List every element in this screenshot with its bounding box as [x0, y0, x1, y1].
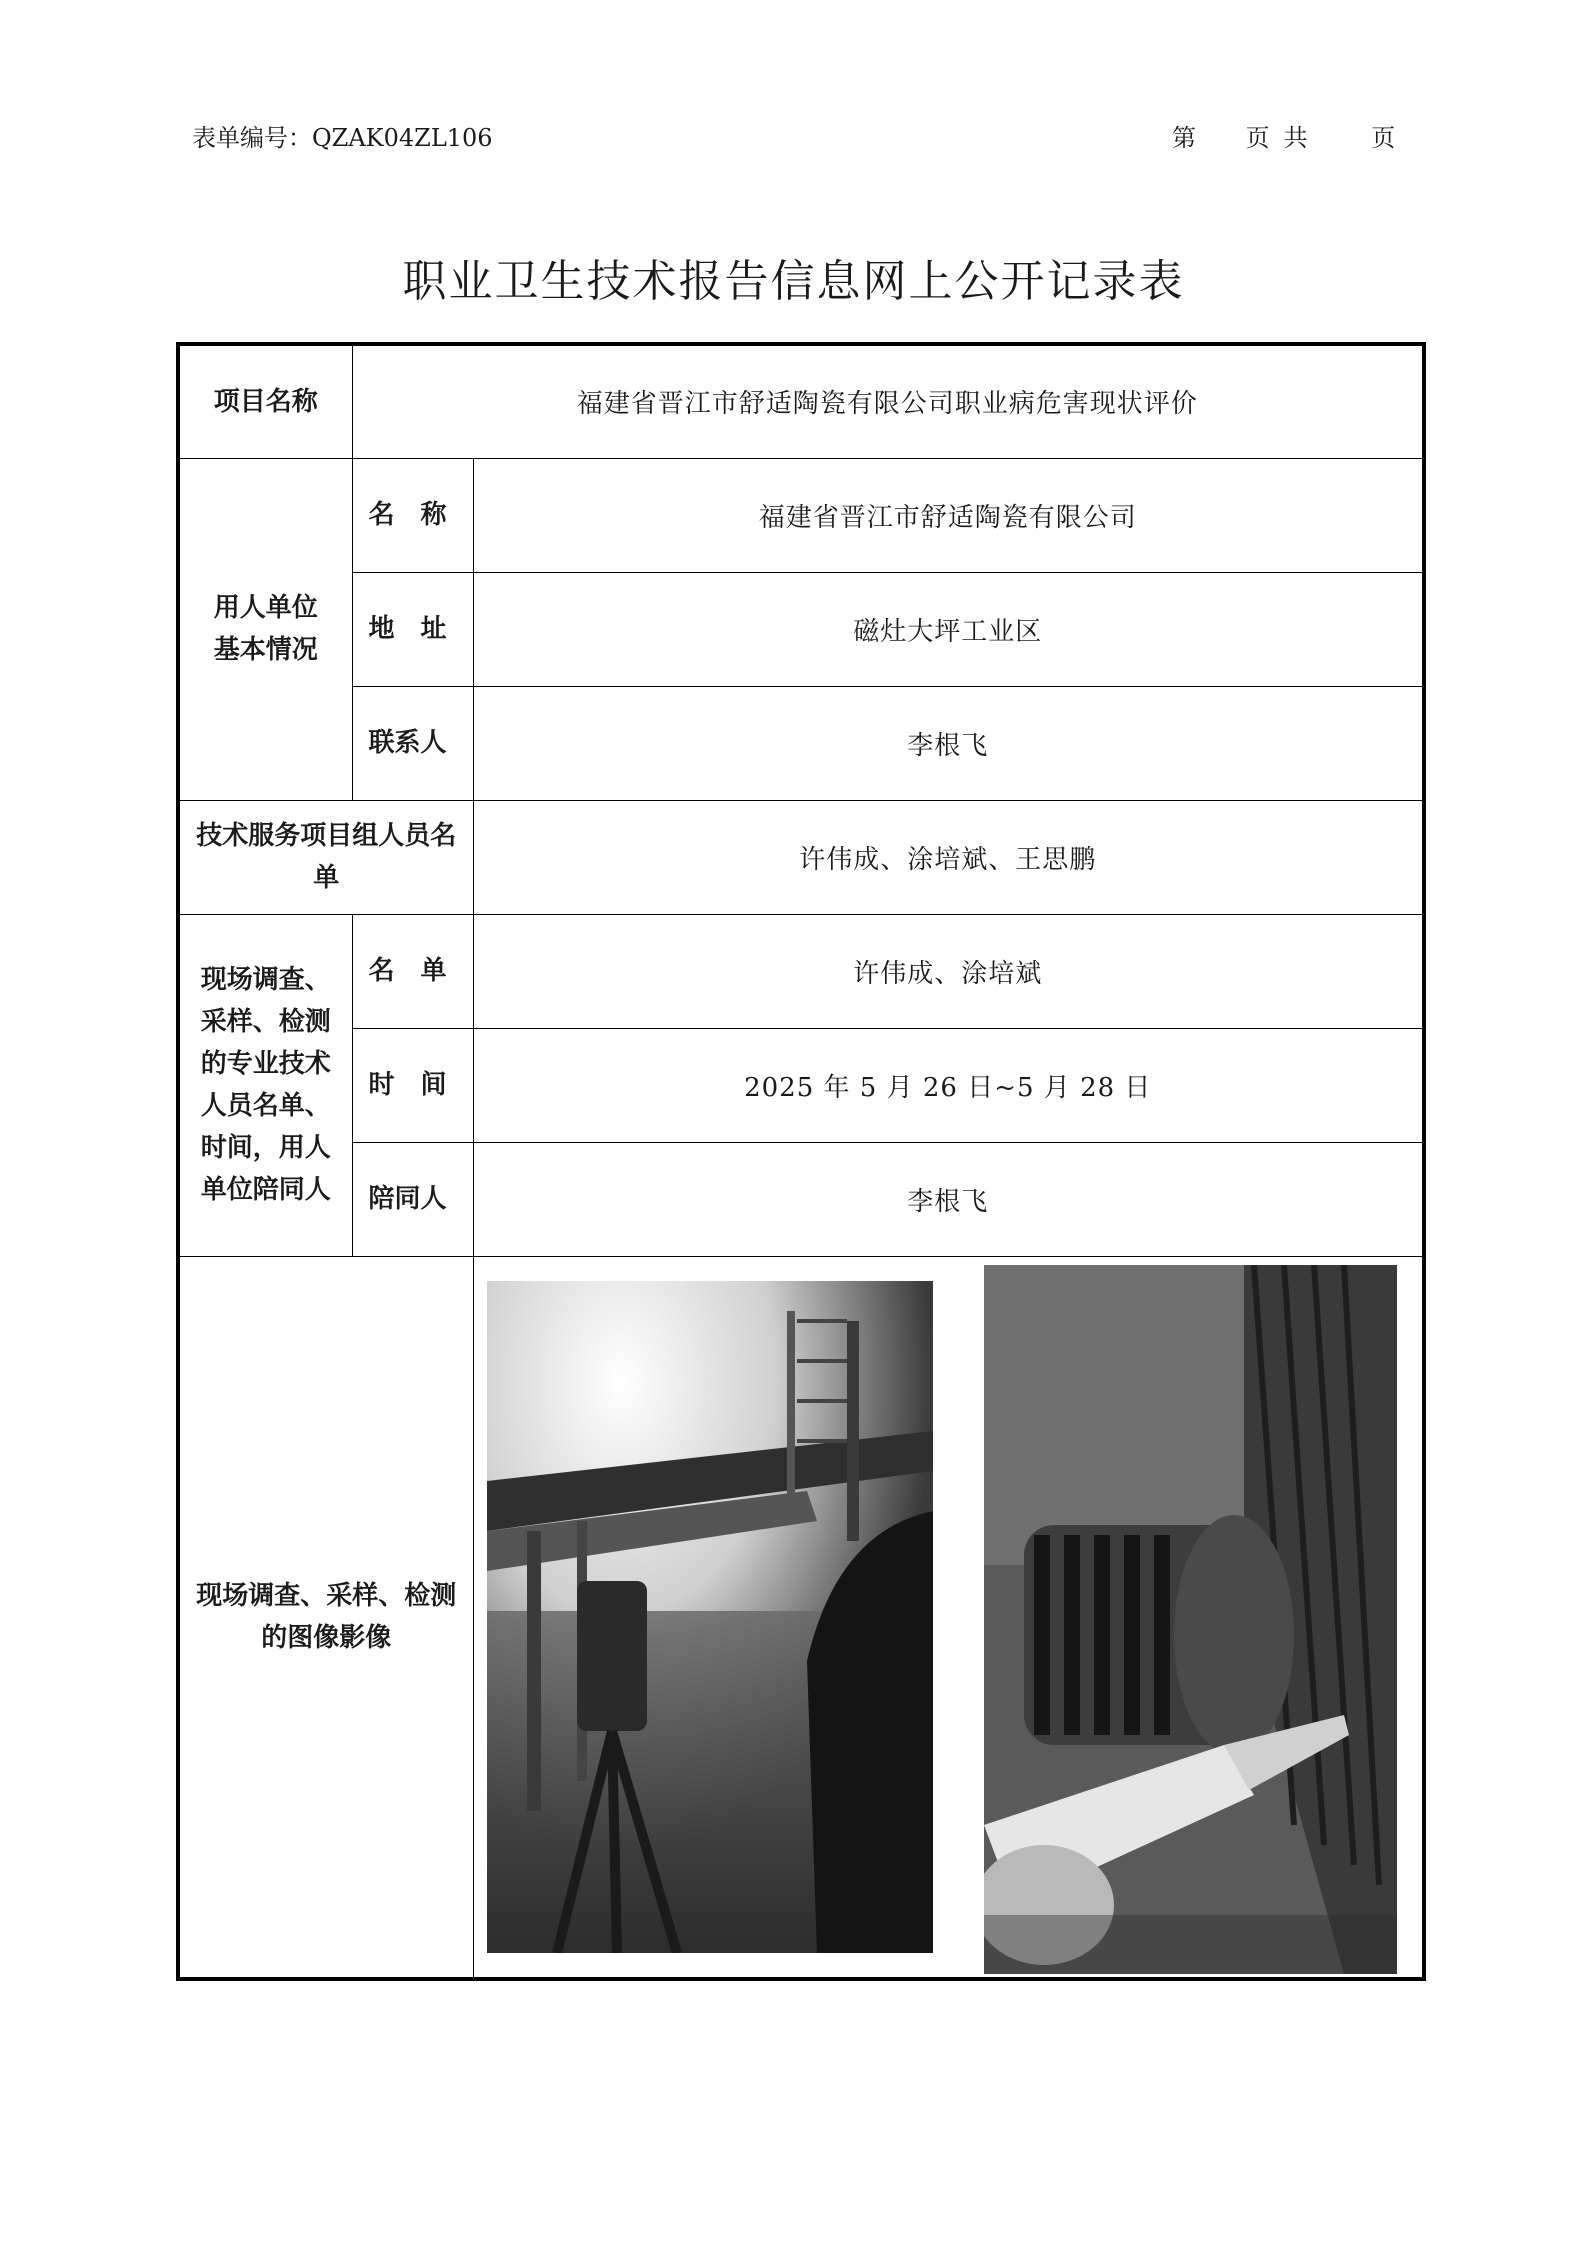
page-info-ye: 页 [1371, 124, 1396, 152]
row-survey-companion [178, 1142, 1424, 1256]
row-images [178, 1256, 1424, 1979]
row-team [178, 800, 1424, 914]
site-photo-right [984, 1265, 1397, 1974]
employer-name-value: 福建省晋江市舒适陶瓷有限公司 [473, 458, 1424, 572]
survey-label [178, 914, 352, 1256]
survey-names-label: 名 单 [352, 914, 473, 1028]
row-project-name [178, 344, 1424, 458]
images-label-text: 现场调查、采样、检测的图像影像 [196, 1580, 457, 1653]
project-name-value: 福建省晋江市舒适陶瓷有限公司职业病危害现状评价 [352, 344, 1424, 458]
survey-time-label: 时 间 [352, 1028, 473, 1142]
page-info [1172, 118, 1395, 153]
row-employer-contact [178, 686, 1424, 800]
form-number: 表单编号：QZAK04ZL106 [192, 124, 493, 152]
employer-label [178, 458, 352, 800]
record-table-wrapper [176, 342, 1422, 1977]
employer-contact-value: 李根飞 [473, 686, 1424, 800]
survey-time-value: 2025 年 5 月 26 日~5 月 28 日 [473, 1028, 1424, 1142]
employer-contact-label: 联系人 [352, 686, 473, 800]
survey-names-value: 许伟成、涂培斌 [473, 914, 1424, 1028]
project-name-label: 项目名称 [178, 344, 352, 458]
survey-companion-label: 陪同人 [352, 1142, 473, 1256]
row-employer-name [178, 458, 1424, 572]
site-photo-left [487, 1281, 933, 1953]
employer-address-value: 磁灶大坪工业区 [473, 572, 1424, 686]
team-value: 许伟成、涂培斌、王思鹏 [473, 800, 1424, 914]
site-photo-right-image [984, 1265, 1397, 1974]
row-survey-time [178, 1028, 1424, 1142]
site-photo-left-image [487, 1281, 933, 1953]
employer-name-label: 名 称 [352, 458, 473, 572]
row-employer-address [178, 572, 1424, 686]
record-table [176, 342, 1426, 1981]
survey-label-text: 现场调查、采样、检测的专业技术人员名单、时间，用人单位陪同人 [200, 965, 331, 1205]
team-label [178, 800, 473, 914]
page-info-di: 第 [1172, 124, 1196, 152]
page-info-ye-gong: 页共 [1245, 124, 1322, 152]
employer-address-label: 地 址 [352, 572, 473, 686]
survey-companion-value: 李根飞 [473, 1142, 1424, 1256]
team-label-text: 技术服务项目组人员名单 [196, 821, 457, 893]
employer-label-text: 用人单位基本情况 [213, 593, 318, 665]
images-label [178, 1256, 473, 1979]
page-title: 职业卫生技术报告信息网上公开记录表 [402, 256, 1185, 307]
images-cell [473, 1256, 1424, 1979]
row-survey-names [178, 914, 1424, 1028]
